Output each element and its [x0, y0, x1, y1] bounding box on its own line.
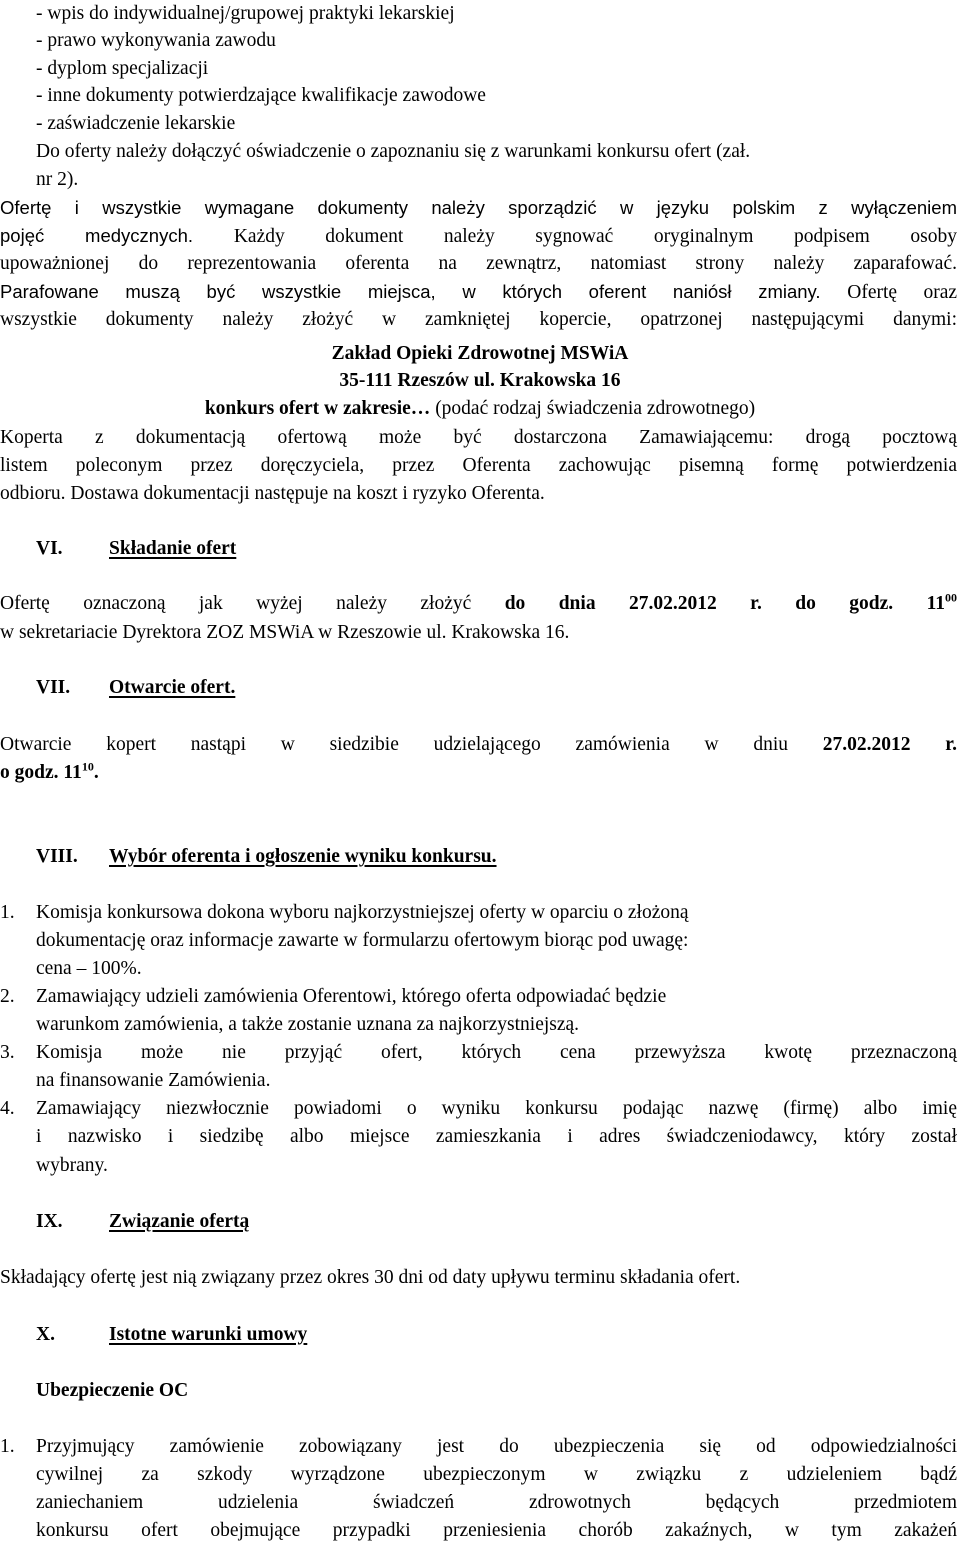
section-number: VII.	[36, 677, 71, 698]
section-number: IX.	[36, 1211, 63, 1232]
list-item-line: konkursu ofert obejmujące przypadki przeniesienia chorób zakaźnych, w tym zakażeń	[36, 1520, 957, 1541]
list-item-line: Zamawiający niezwłocznie powiadomi o wyniku konkursu podając nazwę (firmę) albo imię	[36, 1098, 957, 1119]
list-item-line: warunkom zamówienia, a także zostanie uznana za najkorzystniejszą.	[36, 1014, 580, 1035]
paragraph-line: listem poleconym przez doręczyciela, przez Oferenta zachowując pisemną formę potwierdzenia	[0, 455, 957, 476]
list-number: 1.	[0, 902, 15, 923]
envelope-line: 35-111 Rzeszów ul. Krakowska 16	[339, 370, 621, 391]
section-title: Istotne warunki umowy	[109, 1324, 308, 1345]
list-item-line: wybrany.	[36, 1155, 108, 1176]
section-number: VI.	[36, 538, 63, 559]
list-item: - zaświadczenie lekarskie	[36, 113, 236, 134]
envelope-line: Zakład Opieki Zdrowotnej MSWiA	[331, 343, 629, 364]
list-item-line: na finansowanie Zamówienia.	[36, 1070, 271, 1091]
list-item-line: dokumentację oraz informacje zawarte w formularzu ofertowym biorąc pod uwagę:	[36, 930, 689, 951]
paragraph-line: nr 2).	[36, 169, 79, 190]
list-item-line: cywilnej za szkody wyrządzone ubezpieczonym w związku z udzieleniem bądź	[36, 1464, 957, 1485]
section-title: Wybór oferenta i ogłoszenie wyniku konkursu.	[109, 846, 497, 867]
list-item-line: zaniechaniem udzielenia świadczeń zdrowotnych będących przedmiotem	[36, 1492, 957, 1513]
paragraph-line: odbioru. Dostawa dokumentacji następuje na koszt i ryzyko Oferenta.	[0, 483, 545, 504]
list-item: - dyplom specjalizacji	[36, 58, 209, 79]
paragraph-line: Parafowane muszą być wszystkie miejsca, w których oferent naniósł zmiany. Ofertę oraz	[0, 281, 958, 303]
section-title: Otwarcie ofert.	[109, 677, 236, 698]
list-item: - wpis do indywidualnej/grupowej praktyki lekarskiej	[36, 3, 455, 24]
list-item-line: Zamawiający udzieli zamówienia Oferentowi, którego oferta odpowiadać będzie	[36, 986, 667, 1007]
paragraph-line: Ofertę oznaczoną jak wyżej należy złożyć do dnia 27.02.2012 r. do godz. $11^{00}$	[0, 590, 958, 614]
section-number: X.	[36, 1324, 55, 1345]
section-title: Związanie ofertą	[109, 1211, 250, 1232]
paragraph-line: Ofertę i wszystkie wymagane dokumenty należy sporządzić w języku polskim z wyłączeniem	[0, 197, 957, 218]
subsection-title: Ubezpieczenie OC	[36, 1380, 189, 1401]
list-item: - inne dokumenty potwierdzające kwalifikacje zawodowe	[36, 85, 486, 106]
paragraph-line: pojęć medycznych. Każdy dokument należy sygnować oryginalnym podpisem osoby	[0, 225, 957, 247]
paragraph-line: Otwarcie kopert nastąpi w siedzibie udzielającego zamówienia w dniu 27.02.2012 r.	[0, 734, 957, 755]
paragraph-line: Składający ofertę jest nią związany przez okres 30 dni od daty upływu terminu składania ofert.	[0, 1267, 741, 1288]
list-number: 4.	[0, 1098, 15, 1119]
paragraph-line: Do oferty należy dołączyć oświadczenie o zapoznaniu się z warunkami konkursu ofert (zał.	[36, 141, 751, 162]
list-item-line: Komisja może nie przyjąć ofert, których cena przewyższa kwotę przeznaczoną	[36, 1042, 957, 1063]
list-item: - prawo wykonywania zawodu	[36, 30, 276, 51]
list-item-line: Komisja konkursowa dokona wyboru najkorzystniejszej oferty w oparciu o złożoną	[36, 902, 689, 923]
list-item-line: Przyjmujący zamówienie zobowiązany jest do ubezpieczenia się od odpowiedzialności	[36, 1436, 957, 1457]
paragraph-line: Koperta z dokumentacją ofertową może być dostarczona Zamawiającemu: drogą pocztową	[0, 427, 957, 448]
envelope-line: konkurs ofert w zakresie… (podać rodzaj świadczenia zdrowotnego)	[204, 398, 756, 419]
list-number: 2.	[0, 986, 15, 1007]
paragraph-line: upoważnionej do reprezentowania oferenta na zewnątrz, natomiast strony należy zaparafować.	[0, 253, 957, 274]
list-number: 3.	[0, 1042, 15, 1063]
section-number: VIII.	[36, 846, 78, 867]
section-title: Składanie ofert	[109, 538, 237, 559]
paragraph-line: w sekretariacie Dyrektora ZOZ MSWiA w Rzeszowie ul. Krakowska 16.	[0, 622, 570, 643]
paragraph-line: o godz. $11^{10}$.	[0, 759, 99, 783]
list-item-line: i nazwisko i siedzibę albo miejsce zamieszkania i adres świadczeniodawcy, który został	[36, 1126, 957, 1147]
list-number: 1.	[0, 1436, 15, 1457]
paragraph-line: wszystkie dokumenty należy złożyć w zamkniętej kopercie, opatrzonej następującymi danymi:	[0, 309, 957, 330]
list-item-line: cena – 100%.	[36, 958, 142, 979]
